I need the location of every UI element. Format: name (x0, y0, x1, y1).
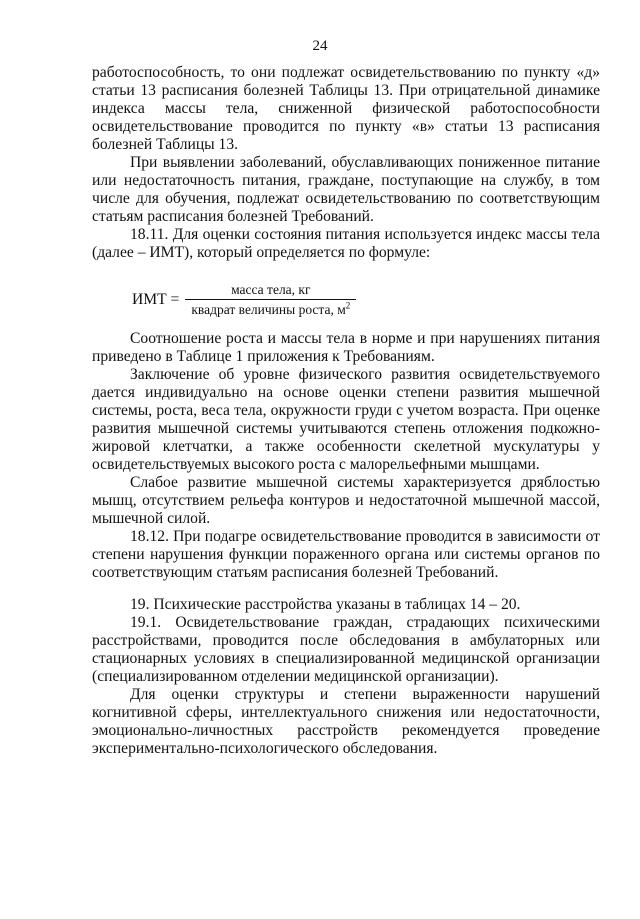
formula-denominator-text: квадрат величины роста, м (191, 302, 346, 317)
document-body (92, 64, 600, 758)
paragraph-19-1: 19.1. Освидетельствование граждан, страдающих психическими расстройствами, проводится после обследования в амбулаторных или стационарных условиях в специализированной медицинской организации (специализированном отделении медицинской организации). (92, 614, 600, 685)
formula-fraction (185, 282, 356, 318)
paragraph-18-11: 18.11. Для оценки состояния питания используется индекс массы тела (далее – ИМТ), который определяется по формуле: (92, 226, 600, 261)
formula-denominator (185, 300, 356, 318)
paragraph-18-12: 18.12. При подагре освидетельствование проводится в зависимости от степени нарушения функции пораженного органа или системы органов по соответствующим статьям расписания болезней Требований. (92, 528, 600, 581)
paragraph-continuation: работоспособность, то они подлежат освидетельствованию по пункту «д» статьи 13 расписания болезней Таблицы 13. При отрицательной динамике индекса массы тела, сниженной физической работоспособности освидетельствование проводится по пункту «в» статьи 13 расписания болезней Таблицы 13. (92, 64, 600, 153)
paragraph-nutrition-diseases: При выявлении заболеваний, обуславливающих пониженное питание или недостаточность питания, граждане, поступающие на службу, в том числе для обучения, подлежат освидетельствованию по соответствующим статьям расписания болезней Требований. (92, 154, 600, 225)
paragraph-height-weight-ratio: Соотношение роста и массы тела в норме и при нарушениях питания приведено в Таблице 1 приложения к Требованиям. (92, 330, 600, 365)
paragraph-cognitive-assessment: Для оценки структуры и степени выраженности нарушений когнитивной сферы, интеллектуального снижения или недостаточности, эмоционально-личностных расстройств рекомендуется проведение экспериментально-психологического обследования. (92, 686, 600, 757)
paragraph-weak-muscles: Слабое развитие мышечной системы характеризуется дряблостью мышц, отсутствием рельефа контуров и недостаточной мышечной массой, мышечной силой. (92, 474, 600, 527)
section-19-heading: 19. Психические расстройства указаны в таблицах 14 – 20. (130, 596, 521, 613)
formula-denominator-power: 2 (345, 300, 351, 311)
paragraph-physical-development: Заключение об уровне физического развития освидетельствуемого дается индивидуально на основе оценки степени развития мышечной системы, роста, веса тела, окружности груди с учетом возраста. При оценке развития мышечной системы учитываются степень отложения подкожно-жировой клетчатки, а также особенности скелетной мускулатуры у освидетельствуемых высокого роста с малорельефными мышцами. (92, 366, 600, 473)
page-number: 24 (312, 38, 328, 54)
bmi-formula (132, 279, 600, 321)
formula-numerator: масса тела, кг (231, 282, 311, 297)
formula-lhs: ИМТ = (132, 291, 180, 308)
